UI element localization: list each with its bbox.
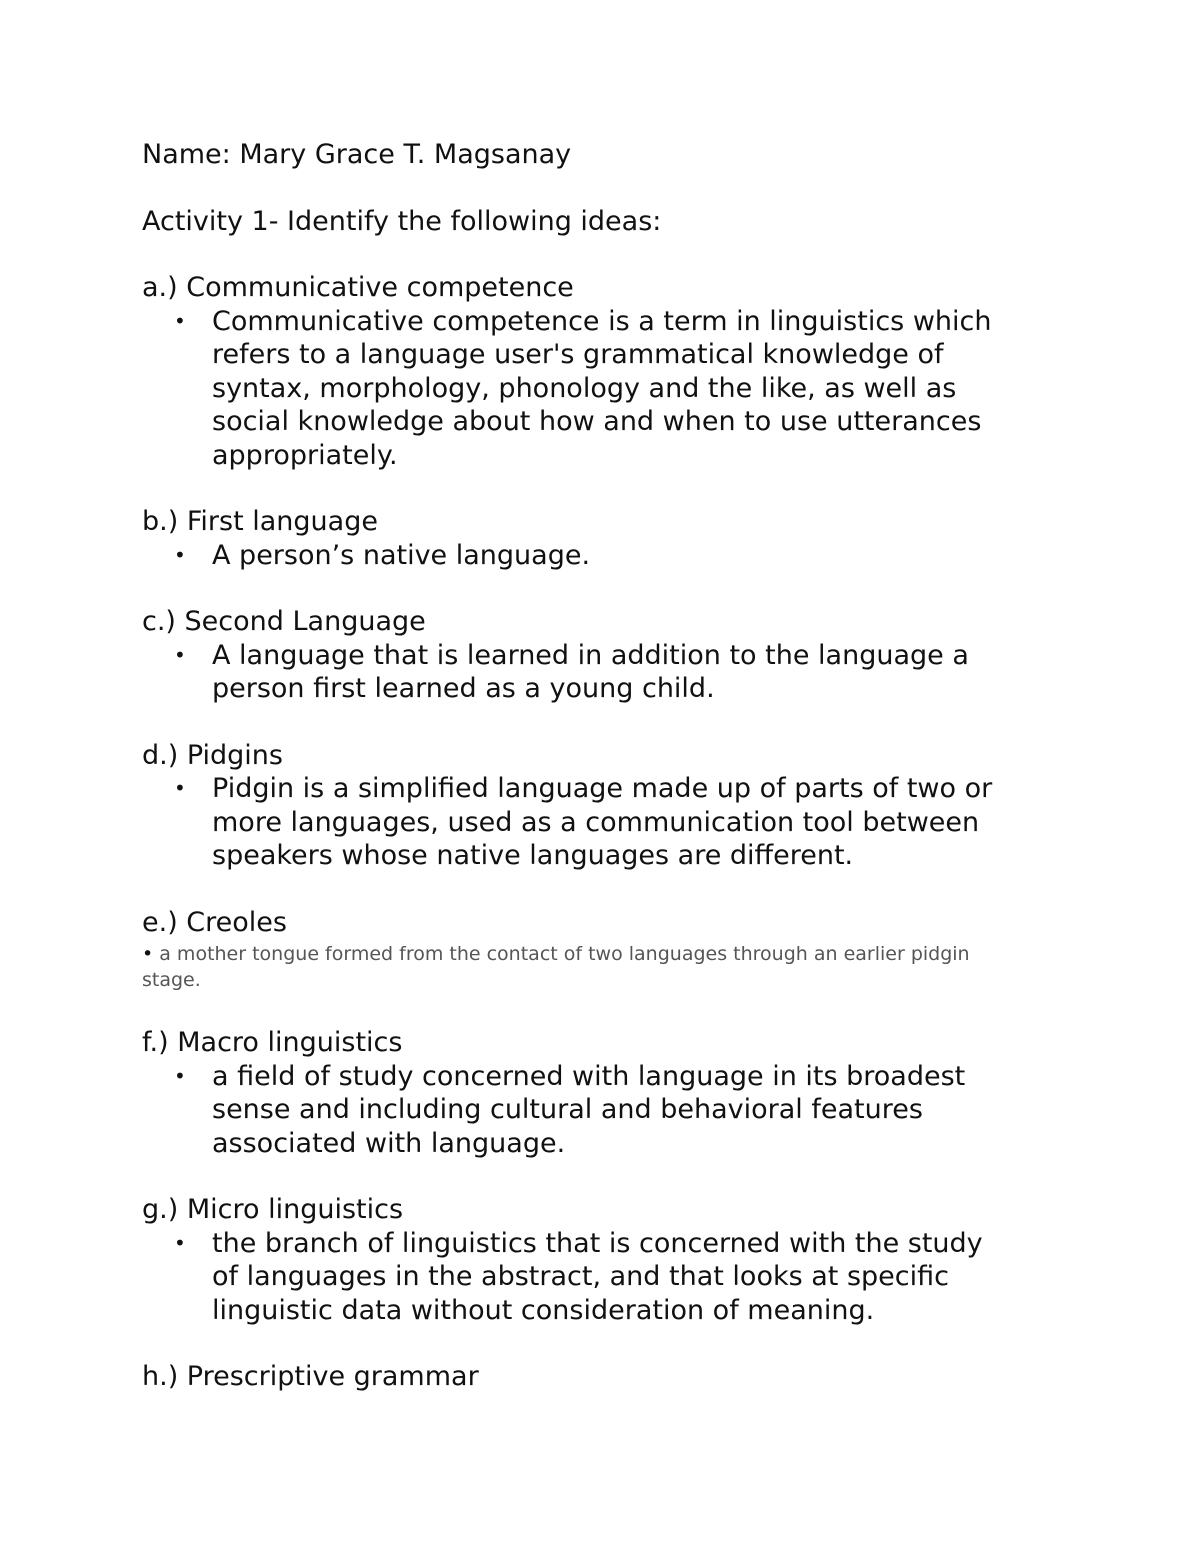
student-name: Name: Mary Grace T. Magsanay xyxy=(142,139,572,170)
list-item xyxy=(142,305,1040,473)
list-item xyxy=(142,639,1040,706)
note-text: a mother tongue formed from the contact of two languages through an earlier pidgin xyxy=(159,943,970,965)
definitions-list xyxy=(142,271,1040,1394)
section-heading: h.) Prescriptive grammar xyxy=(142,1361,479,1392)
section-heading: a.) Communicative competence xyxy=(142,272,574,303)
definition-text-line: social knowledge about how and when to use utterances xyxy=(212,406,982,437)
bullet-icon: • xyxy=(174,308,186,333)
list-item xyxy=(142,772,1040,873)
activity-title: Activity 1- Identify the following ideas: xyxy=(142,205,662,237)
bullet-list xyxy=(142,1060,1040,1161)
definition-text-line: of languages in the abstract, and that looks at specific xyxy=(212,1261,949,1292)
note-text: stage. xyxy=(142,969,201,991)
definition-text-line: A person’s native language. xyxy=(212,539,591,571)
definition-section xyxy=(142,1360,1040,1394)
bullet-list xyxy=(142,772,1040,873)
definition-section xyxy=(142,505,1040,572)
definition-text-line: a field of study concerned with language in its broadest xyxy=(212,1060,966,1092)
definition-text-line: Pidgin is a simplified language made up of parts of two or xyxy=(212,773,993,804)
definition-section xyxy=(142,1026,1040,1160)
bullet-icon: • xyxy=(174,776,186,800)
definition-text-line: refers to a language user's grammatical knowledge of xyxy=(212,339,944,370)
definition-text-line: syntax, morphology, phonology and the like, as well as xyxy=(212,372,957,404)
bullet-icon: • xyxy=(174,542,186,567)
section-heading: g.) Micro linguistics xyxy=(142,1194,404,1225)
bullet-icon: • xyxy=(174,1063,186,1088)
definition-section xyxy=(142,271,1040,472)
definition-section xyxy=(142,605,1040,706)
definition-section xyxy=(142,906,1040,994)
definition-section xyxy=(142,1193,1040,1327)
list-item xyxy=(142,1227,1040,1328)
bullet-list xyxy=(142,639,1040,706)
definition-text-line: Communicative competence is a term in linguistics which xyxy=(212,305,992,337)
bullet-list xyxy=(142,305,1040,473)
definition-text-line: more languages, used as a communication tool between xyxy=(212,806,980,838)
definition-text-line: appropriately. xyxy=(212,439,398,471)
section-heading: e.) Creoles xyxy=(142,906,287,938)
definition-text-line: speakers whose native languages are different. xyxy=(212,840,854,871)
section-heading: f.) Macro linguistics xyxy=(142,1027,403,1058)
section-heading: b.) First language xyxy=(142,506,378,537)
section-heading: c.) Second Language xyxy=(142,606,426,637)
list-item xyxy=(142,1060,1040,1161)
bullet-list xyxy=(142,1227,1040,1328)
list-item xyxy=(142,539,1040,573)
bullet-icon: • xyxy=(142,943,160,965)
bullet-icon: • xyxy=(174,642,186,667)
definition-text-line: sense and including cultural and behavioral features xyxy=(212,1094,923,1125)
definition-section xyxy=(142,739,1040,873)
note-text-line xyxy=(142,967,1040,993)
definition-text-line: associated with language. xyxy=(212,1127,566,1159)
bullet-icon: • xyxy=(174,1230,186,1255)
definition-note xyxy=(142,941,1040,993)
section-heading: d.) Pidgins xyxy=(142,739,283,771)
definition-text-line: the branch of linguistics that is concerned with the study xyxy=(212,1227,983,1259)
definition-text-line: person first learned as a young child. xyxy=(212,673,715,704)
definition-text-line: linguistic data without consideration of meaning. xyxy=(212,1294,875,1326)
definition-text-line: A language that is learned in addition to the language a xyxy=(212,639,969,671)
bullet-list xyxy=(142,539,1040,573)
note-text-line xyxy=(142,941,1040,967)
